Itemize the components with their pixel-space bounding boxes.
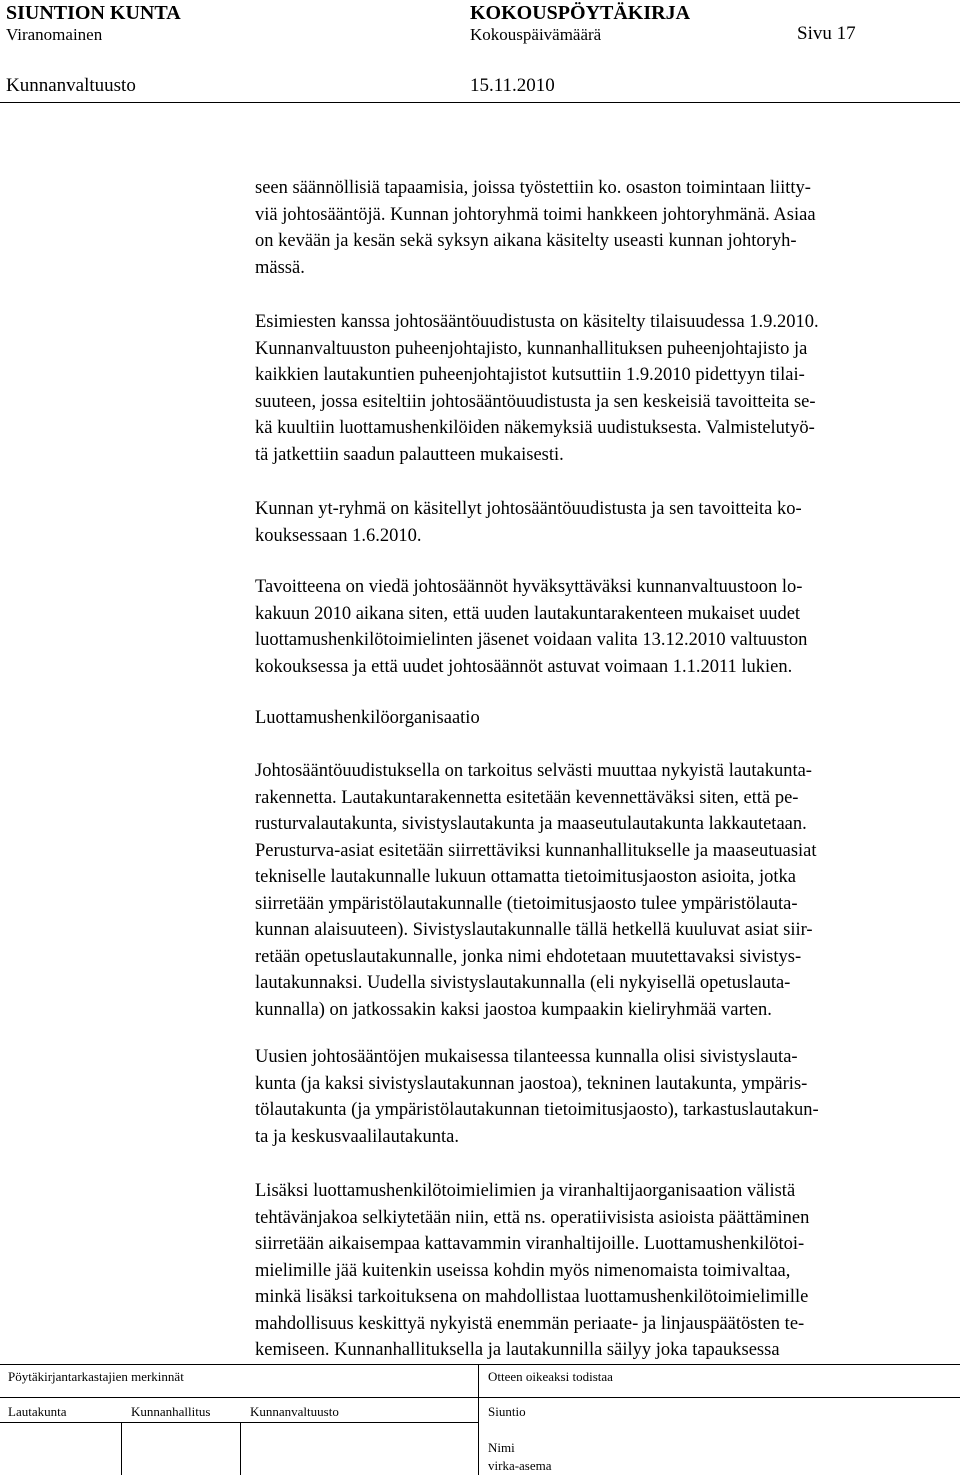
text-line: ta ja keskusvaalilautakunta. bbox=[255, 1126, 459, 1147]
column-kunnanvaltuusto: Kunnanvaltuusto bbox=[250, 1404, 339, 1419]
document-type: KOKOUSPÖYTÄKIRJA bbox=[470, 2, 691, 24]
heading-text: Luottamushenkilöorganisaatio bbox=[255, 708, 480, 728]
text-line: Esimiesten kanssa johtosääntöuudistusta on käsitelty tilaisuudessa 1.9.2010. bbox=[255, 312, 819, 332]
title-label: virka-asema bbox=[488, 1458, 552, 1473]
text-line: mässä. bbox=[255, 257, 305, 278]
text-line: Perusturva-asiat esitetään siirrettäviksi kunnanhallitukselle ja maaseutuasiat bbox=[255, 840, 817, 861]
text-line: mahdollisuus keskittyä nykyistä enemmän periaate- ja linjauspäätösten te- bbox=[255, 1313, 805, 1334]
text-line: Lisäksi luottamushenkilötoimielimien ja viranhaltijaorganisaation välistä bbox=[255, 1181, 796, 1201]
text-line: Tavoitteena on viedä johtosäännöt hyväksyttäväksi kunnanvaltuustoon lo- bbox=[255, 577, 803, 597]
paragraph bbox=[255, 175, 945, 281]
text-line: siirretään aikaisempaa kattavammin viranhaltijoille. Luottamushenkilötoi- bbox=[255, 1234, 805, 1254]
authority-name: Kunnanvaltuusto bbox=[6, 75, 136, 96]
paragraph bbox=[255, 496, 945, 549]
name-label: Nimi bbox=[488, 1440, 515, 1455]
text-line: Uusien johtosääntöjen mukaisessa tilanteessa kunnalla olisi sivistyslauta- bbox=[255, 1047, 798, 1067]
text-line: seen säännöllisiä tapaamisia, joissa työstettiin ko. osaston toimintaan liitty- bbox=[255, 178, 811, 198]
text-line: kä kuultiin luottamushenkilöiden näkemyksiä uudistuksesta. Valmistelutyö- bbox=[255, 418, 815, 438]
column-divider bbox=[240, 1422, 241, 1475]
page-number: Sivu 17 bbox=[797, 23, 856, 44]
place: Siuntio bbox=[488, 1404, 526, 1419]
text-line: Kunnanvaltuuston puheenjohtajisto, kunnanhallituksen puheenjohtajisto ja bbox=[255, 338, 808, 359]
municipality-name: SIUNTION KUNTA bbox=[6, 2, 181, 24]
text-line: kunnan alaisuuteen). Sivistyslautakunnalle tällä hetkellä kuuluvat asiat siir- bbox=[255, 920, 813, 940]
paragraph bbox=[255, 309, 945, 468]
copy-certified-label: Otteen oikeaksi todistaa bbox=[488, 1369, 613, 1384]
paragraph bbox=[255, 1044, 945, 1150]
column-kunnanhallitus: Kunnanhallitus bbox=[131, 1404, 211, 1419]
column-lautakunta: Lautakunta bbox=[8, 1404, 67, 1419]
text-line: tehtävänjakoa selkiytetään niin, että ns. operatiivisista asioista päättäminen bbox=[255, 1207, 810, 1228]
text-line: viä johtosääntöjä. Kunnan johtoryhmä toimi hankkeen johtoryhmänä. Asiaa bbox=[255, 204, 816, 225]
text-line: kunnalla) on jatkossakin kaksi jaostoa kumpaakin kieliryhmää varten. bbox=[255, 999, 772, 1020]
text-line: kakuun 2010 aikana siten, että uuden lautakuntarakenteen mukaiset uudet bbox=[255, 603, 801, 624]
text-line: rakennetta. Lautakuntarakennetta esitetään kevennettäväksi siten, että pe- bbox=[255, 787, 799, 808]
footer-divider-top bbox=[0, 1364, 960, 1365]
text-line: rusturvalautakunta, sivistyslautakunta ja maaseutulautakunta lakkautetaan. bbox=[255, 814, 807, 834]
column-divider bbox=[478, 1364, 479, 1475]
column-divider bbox=[121, 1422, 122, 1475]
text-line: mielimille jää kuitenkin useissa kohdin myös nimenomaista toimivaltaa, bbox=[255, 1260, 791, 1281]
text-line: kaikkien lautakuntien puheenjohtajistot kutsuttiin 1.9.2010 pidettyyn tilai- bbox=[255, 365, 805, 385]
section-heading bbox=[255, 705, 945, 732]
text-line: siirretään ympäristölautakunnalle (tietoimitusjaosto tulee ympäristölauta- bbox=[255, 893, 798, 914]
text-line: tä jatkettiin saadun palautteen mukaisesti. bbox=[255, 444, 564, 465]
text-line: kouksessaan 1.6.2010. bbox=[255, 525, 422, 546]
meeting-date-label: Kokouspäivämäärä bbox=[470, 25, 602, 44]
paragraph bbox=[255, 1178, 945, 1364]
checkers-label: Pöytäkirjantarkastajien merkinnät bbox=[8, 1369, 184, 1384]
text-line: retään opetuslautakunnalle, jonka nimi ehdotetaan muutettavaksi sivistys- bbox=[255, 946, 802, 967]
text-line: tekniselle lautakunnalle lukuun ottamatta tietoimitusjaoston asioita, jotka bbox=[255, 867, 797, 887]
meeting-date: 15.11.2010 bbox=[470, 75, 555, 96]
text-line: suuteen, jossa esiteltiin johtosääntöuudistusta ja sen keskeisiä tavoitteita se- bbox=[255, 391, 816, 412]
paragraph bbox=[255, 758, 945, 1023]
header-divider bbox=[0, 102, 960, 103]
authority-label: Viranomainen bbox=[6, 25, 103, 44]
text-line: on kevään ja kesän sekä syksyn aikana käsitelty useasti kunnan johtoryh- bbox=[255, 231, 797, 251]
text-line: Johtosääntöuudistuksella on tarkoitus selvästi muuttaa nykyistä lautakunta- bbox=[255, 761, 812, 781]
text-line: luottamushenkilötoimielinten jäsenet voidaan valita 13.12.2010 valtuuston bbox=[255, 630, 808, 650]
text-line: kemiseen. Kunnanhallituksella ja lautakunnilla säilyy joka tapauksessa bbox=[255, 1340, 780, 1360]
paragraph bbox=[255, 574, 945, 680]
text-line: Kunnan yt-ryhmä on käsitellyt johtosääntöuudistusta ja sen tavoitteita ko- bbox=[255, 499, 802, 519]
footer-divider-mid bbox=[0, 1397, 960, 1398]
text-line: kokouksessa ja että uudet johtosäännöt astuvat voimaan 1.1.2011 lukien. bbox=[255, 656, 793, 677]
text-line: minkä lisäksi tarkoituksena on mahdollistaa luottamushenkilötoimielimille bbox=[255, 1287, 809, 1307]
signature-line bbox=[0, 1422, 478, 1423]
text-line: tölautakunta (ja ympäristölautakunnan tietoimitusjaosto), tarkastuslautakun- bbox=[255, 1100, 819, 1120]
text-line: kunta (ja kaksi sivistyslautakunnan jaostoa), tekninen lautakunta, ympäris- bbox=[255, 1073, 808, 1094]
text-line: lautakunnaksi. Uudella sivistyslautakunnalla (eli nykyisellä opetuslauta- bbox=[255, 973, 791, 993]
